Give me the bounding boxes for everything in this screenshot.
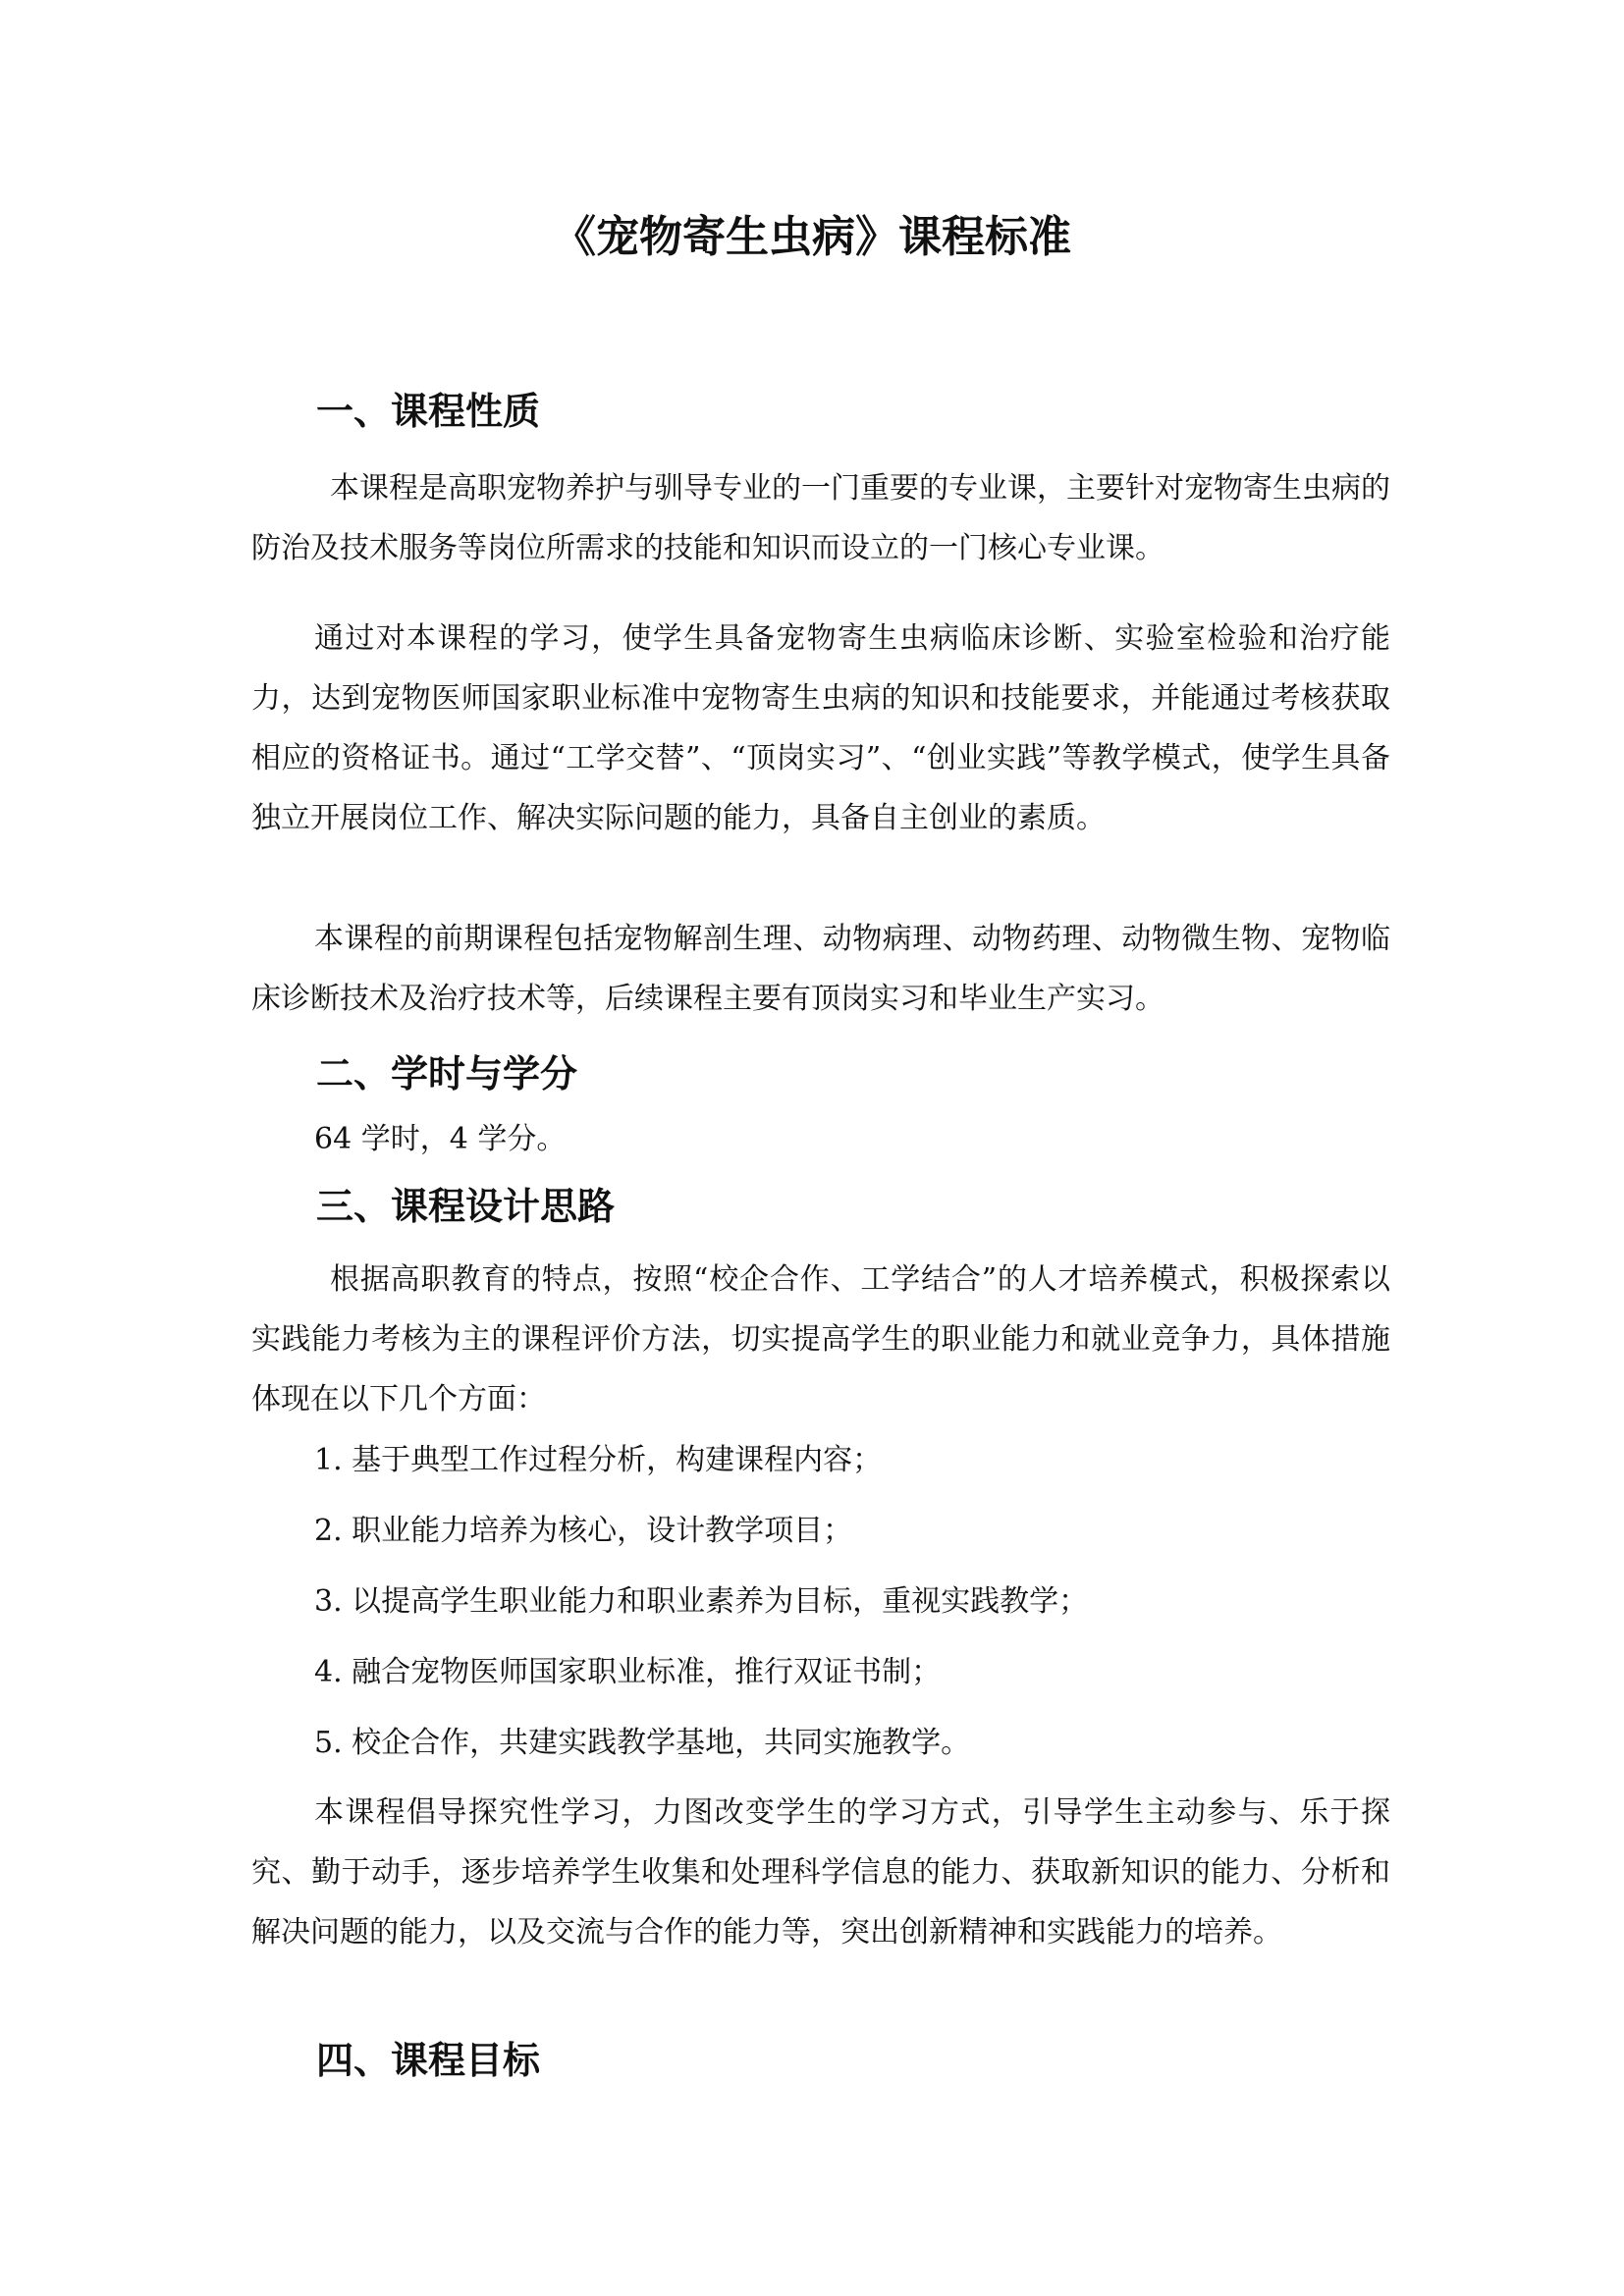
hours-credits-text: 64 学时，4 学分。 — [314, 1122, 567, 1156]
section-heading-course-nature: 一、课程性质 — [316, 390, 541, 433]
list-item: 3. 以提高学生职业能力和职业素养为目标，重视实践教学； — [314, 1584, 1089, 1619]
paragraph-course-nature-2: 通过对本课程的学习，使学生具备宠物寄生虫病临床诊断、实验室检验和治疗能力，达到宠物医师国家职业标准中宠物寄生虫病的知识和技能要求，并能通过考核获取相应的资格证书。通过“工学交替”、“顶岗实习”、“创业实践”等教学模式，使学生具备独立开展岗位工作、解决实际问题的能力，具备自主创业的素质。 — [251, 621, 1390, 835]
document-title: 《宠物寄生虫病》课程标准 — [553, 212, 1071, 262]
paragraph-design-intro: 根据高职教育的特点，按照“校企合作、工学结合”的人才培养模式，积极探索以实践能力考核为主的课程评价方法，切实提高学生的职业能力和就业竞争力，具体措施体现在以下几个方面： — [251, 1262, 1390, 1416]
list-item: 2. 职业能力培养为核心，设计教学项目； — [314, 1514, 853, 1548]
paragraph-course-nature-1: 本课程是高职宠物养护与驯导专业的一门重要的专业课，主要针对宠物寄生虫病的防治及技术服务等岗位所需求的技能和知识而设立的一门核心专业课。 — [251, 471, 1390, 565]
list-item: 1. 基于典型工作过程分析，构建课程内容； — [314, 1443, 883, 1477]
list-item: 5. 校企合作，共建实践教学基地，共同实施教学。 — [314, 1726, 971, 1760]
list-item: 4. 融合宠物医师国家职业标准，推行双证书制； — [314, 1655, 942, 1689]
section-heading-hours-credits: 二、学时与学分 — [316, 1052, 578, 1095]
section-heading-design-ideas: 三、课程设计思路 — [316, 1185, 616, 1228]
paragraph-course-nature-3: 本课程的前期课程包括宠物解剖生理、动物病理、动物药理、动物微生物、宠物临床诊断技术及治疗技术等，后续课程主要有顶岗实习和毕业生产实习。 — [251, 922, 1390, 1016]
section-heading-course-objectives: 四、课程目标 — [316, 2039, 541, 2082]
paragraph-design-closing: 本课程倡导探究性学习，力图改变学生的学习方式，引导学生主动参与、乐于探究、勤于动手，逐步培养学生收集和处理科学信息的能力、获取新知识的能力、分析和解决问题的能力，以及交流与合作的能力等，突出创新精神和实践能力的培养。 — [251, 1795, 1390, 1949]
